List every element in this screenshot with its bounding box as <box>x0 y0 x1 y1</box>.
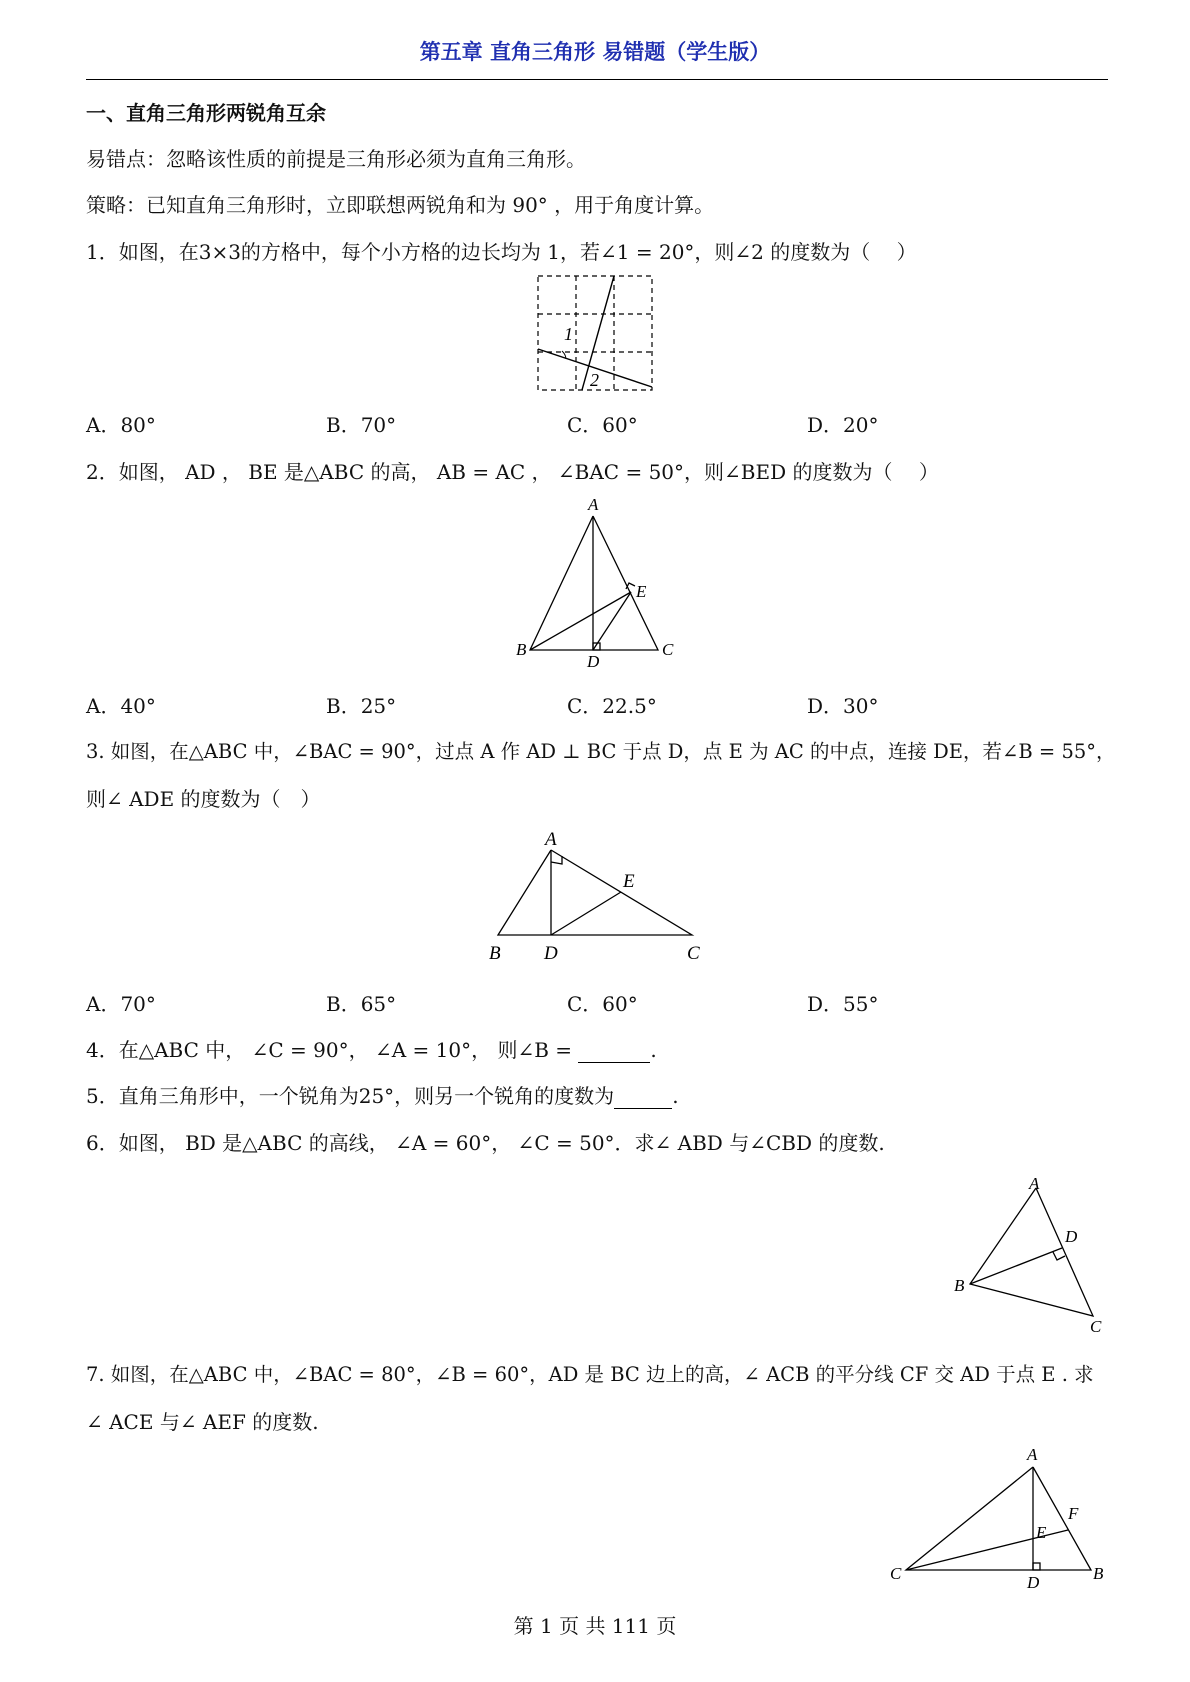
q4-answer-blank[interactable] <box>578 1042 650 1063</box>
q2-label-e: E <box>636 582 647 601</box>
q6-triangle-figure <box>940 1170 1120 1335</box>
q6-label-a: A <box>1029 1174 1040 1193</box>
q6-label-b: B <box>954 1276 965 1295</box>
q3-segment-de <box>551 892 621 935</box>
q3-right-angle-a <box>551 856 562 864</box>
q2-label-d: D <box>587 652 600 670</box>
q1-option-b[interactable]: B．70° <box>326 413 397 437</box>
q2-label-a: A <box>588 495 599 514</box>
q6-label-c: C <box>1090 1317 1102 1335</box>
q2-label-c: C <box>662 640 674 659</box>
mistake-note: 易错点：忽略该性质的前提是三角形必须为直角三角形。 <box>86 147 586 171</box>
q2-label-b: B <box>516 640 527 659</box>
page-title: 第五章 直角三角形 易错题（学生版） <box>419 40 771 64</box>
q3-label-c: C <box>687 943 700 964</box>
q1-option-d[interactable]: D．20° <box>807 413 879 437</box>
q1-option-a[interactable]: A．80° <box>86 413 156 437</box>
q7-label-d: D <box>1027 1573 1040 1590</box>
q2-segment-ed <box>593 592 631 650</box>
q2-altitude-be <box>530 592 631 650</box>
section-heading: 一、直角三角形两锐角互余 <box>86 101 326 125</box>
q7-triangle <box>906 1467 1091 1570</box>
question-3-line-2: 则∠ ADE 的度数为（ ） <box>86 787 321 811</box>
q2-option-d[interactable]: D．30° <box>807 694 879 718</box>
question-2-text: 2．如图， AD ， BE 是△ABC 的高， AB = AC ， ∠BAC = 50°，则∠BED 的度数为（ ） <box>86 460 939 484</box>
q2-option-c[interactable]: C．22.5° <box>567 694 657 718</box>
q7-label-b: B <box>1093 1564 1104 1583</box>
q3-label-b: B <box>489 943 501 964</box>
q3-label-e: E <box>623 871 635 892</box>
question-7-line-1: 7. 如图，在△ABC 中，∠BAC = 80°，∠B = 60°，AD 是 BC 边上的高，∠ ACB 的平分线 CF 交 AD 于点 E . 求 <box>86 1363 1094 1386</box>
q7-triangle-figure <box>880 1440 1110 1590</box>
q7-label-e: E <box>1036 1523 1047 1542</box>
header-divider <box>86 79 1108 80</box>
q2-option-a[interactable]: A．40° <box>86 694 156 718</box>
q5-end: . <box>672 1084 679 1108</box>
q3-triangle-figure <box>480 825 710 965</box>
question-7-line-2: ∠ ACE 与∠ AEF 的度数. <box>86 1410 319 1434</box>
q5-answer-blank[interactable] <box>614 1088 672 1109</box>
page-footer: 第 1 页 共 111 页 <box>513 1614 677 1638</box>
q6-label-d: D <box>1065 1227 1078 1246</box>
q2-option-b[interactable]: B．25° <box>326 694 397 718</box>
q3-option-a[interactable]: A．70° <box>86 992 156 1016</box>
strategy-note: 策略：已知直角三角形时，立即联想两锐角和为 90° ，用于角度计算。 <box>86 193 715 217</box>
q3-option-b[interactable]: B．65° <box>326 992 397 1016</box>
q7-label-f: F <box>1068 1504 1079 1523</box>
question-5 <box>86 1080 679 1109</box>
q3-option-c[interactable]: C．60° <box>567 992 638 1016</box>
q7-label-c: C <box>890 1564 902 1583</box>
q1-grid-figure <box>530 270 660 392</box>
question-1-text: 1．如图，在3×3的方格中，每个小方格的边长均为 1，若∠1 = 20°，则∠2 的度数为（ ） <box>86 240 917 264</box>
q7-right-angle-d <box>1033 1563 1040 1570</box>
q1-label-1: 1 <box>564 324 573 344</box>
q2-triangle-figure <box>510 490 690 670</box>
q7-label-a: A <box>1027 1445 1038 1464</box>
q6-right-angle-d <box>1053 1252 1065 1260</box>
q6-altitude-bd <box>970 1248 1062 1284</box>
q4-text: 4．在△ABC 中， ∠C = 90°， ∠A = 10°， 则∠B = <box>86 1038 573 1062</box>
q3-label-a: A <box>545 829 557 850</box>
q3-label-d: D <box>544 943 558 964</box>
q1-label-2: 2 <box>590 370 599 390</box>
q4-end: . <box>650 1038 657 1062</box>
q3-triangle <box>498 850 692 935</box>
q3-option-d[interactable]: D．55° <box>807 992 879 1016</box>
question-6-text: 6．如图， BD 是△ABC 的高线， ∠A = 60°， ∠C = 50°．求∠ ABD 与∠CBD 的度数. <box>86 1131 885 1155</box>
q5-text: 5．直角三角形中，一个锐角为25°，则另一个锐角的度数为 <box>86 1084 615 1108</box>
q6-triangle <box>970 1188 1093 1316</box>
q1-option-c[interactable]: C．60° <box>567 413 638 437</box>
question-4 <box>86 1034 657 1063</box>
question-3-line-1: 3. 如图，在△ABC 中，∠BAC = 90°，过点 A 作 AD ⊥ BC 于点 D，点 E 为 AC 的中点，连接 DE，若∠B = 55°， <box>86 740 1116 763</box>
